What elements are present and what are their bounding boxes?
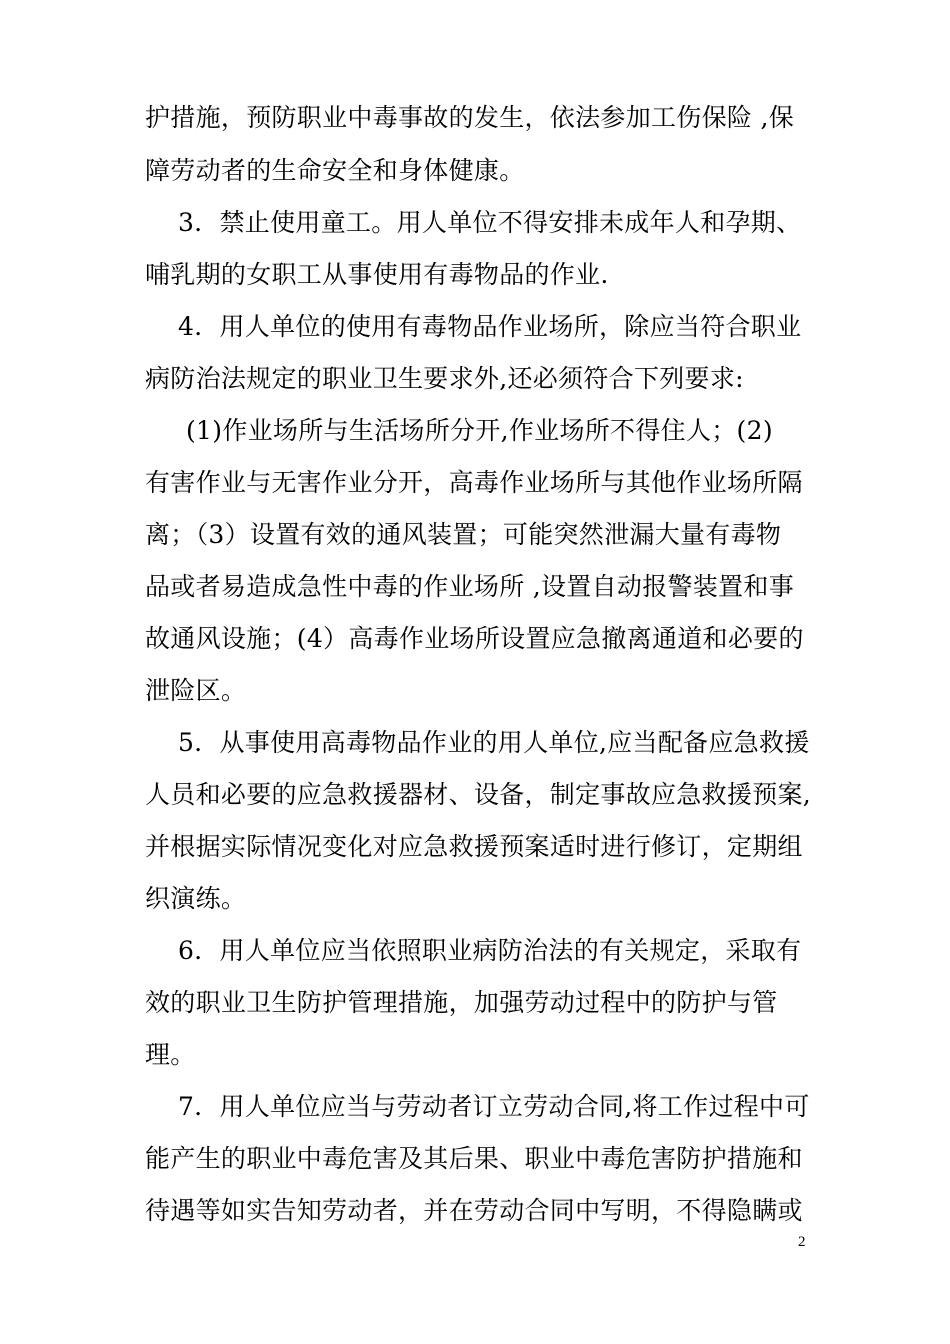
text-line: 故通风设施；(4）高毒作业场所设置应急撤离通道和必要的 <box>145 624 804 653</box>
text-line: 哺乳期的女职工从事使用有毒物品的作业. <box>145 260 609 289</box>
text-line: 理。 <box>145 1040 196 1069</box>
text-line: 待遇等如实告知劳动者，并在劳动合同中写明，不得隐瞒或 <box>145 1196 803 1225</box>
text-line: (1)作业场所与生活场所分开,作业场所不得住人；(2) <box>186 416 773 445</box>
text-line: 人员和必要的应急救援器材、设备，制定事故应急救援预案, <box>145 780 812 809</box>
text-line: 效的职业卫生防护管理措施，加强劳动过程中的防护与管 <box>145 988 778 1017</box>
text-line: 7．用人单位应当与劳动者订立劳动合同,将工作过程中可 <box>178 1092 810 1121</box>
text-line: 有害作业与无害作业分开，高毒作业场所与其他作业场所隔 <box>145 468 803 497</box>
text-line: 4．用人单位的使用有毒物品作业场所，除应当符合职业 <box>178 312 802 341</box>
text-line: 织演练。 <box>145 884 247 913</box>
text-line: 并根据实际情况变化对应急救援预案适时进行修订，定期组 <box>145 832 803 861</box>
text-line: 护措施，预防职业中毒事故的发生，依法参加工伤保险 ,保 <box>145 103 794 132</box>
text-line: 泄险区。 <box>145 676 247 705</box>
text-line: 品或者易造成急性中毒的作业场所 ,设置自动报警装置和事 <box>145 572 794 601</box>
text-line: 障劳动者的生命安全和身体健康。 <box>145 156 525 185</box>
page-number: 2 <box>798 1234 806 1250</box>
text-line: 能产生的职业中毒危害及其后果、职业中毒危害防护措施和 <box>145 1144 803 1173</box>
text-line: 6．用人单位应当依照职业病防治法的有关规定，采取有 <box>178 936 802 965</box>
text-line: 3．禁止使用童工。用人单位不得安排未成年人和孕期、 <box>178 208 802 237</box>
text-line: 病防治法规定的职业卫生要求外,还必须符合下列要求: <box>145 364 744 393</box>
text-line: 离；（3）设置有效的通风装置；可能突然泄漏大量有毒物 <box>145 520 782 549</box>
text-line: 5．从事使用高毒物品作业的用人单位,应当配备应急救援 <box>178 728 810 757</box>
